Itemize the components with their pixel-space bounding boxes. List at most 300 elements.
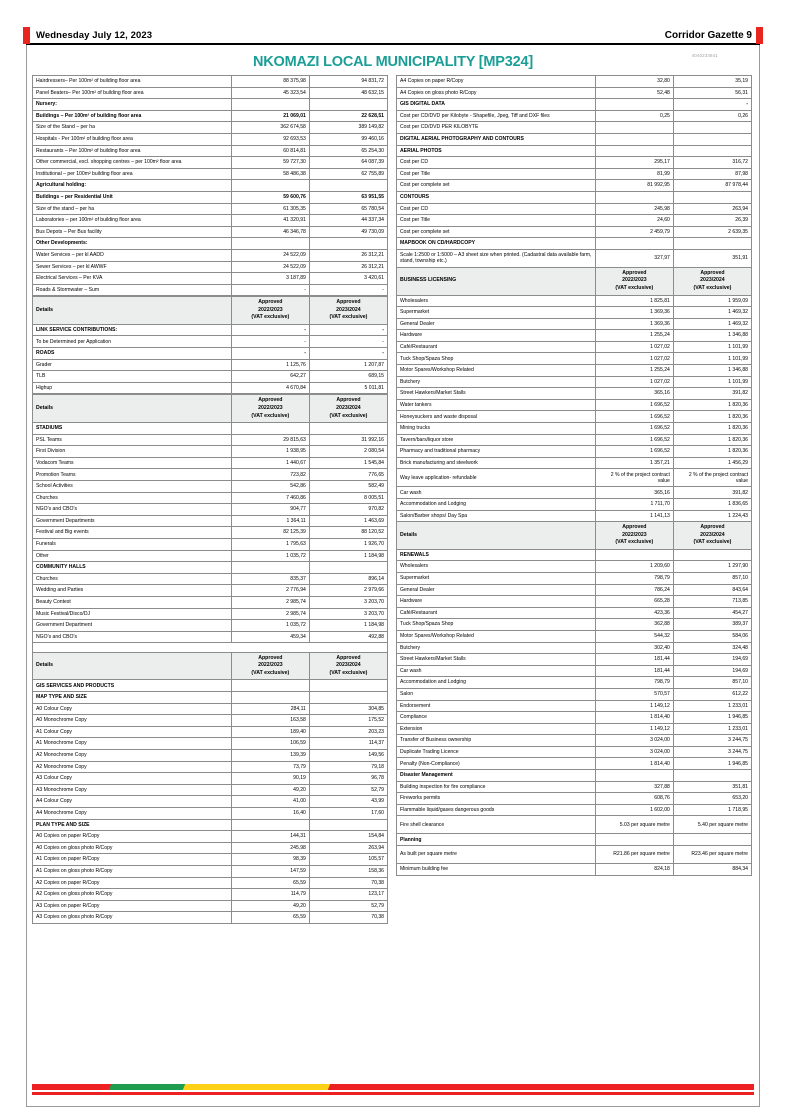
row-spacer [33,643,388,652]
row-value-2023: 56,31 [673,87,751,99]
row-value-2023: 49 730,09 [309,226,387,238]
row-value-2023: 194,69 [673,654,751,666]
row-description: Music Festival/Disco/DJ [33,608,232,620]
row-description: A1 Colour Copy [33,726,232,738]
row-value-2022: 1 027,02 [595,353,673,365]
table-row [397,712,752,724]
row-value-2022 [231,238,309,250]
row-value-2022: 723,82 [231,469,309,481]
table-row [33,145,388,157]
table-row [397,353,752,365]
row-description: Institutional – per 100m² building floor area [33,168,232,180]
row-value-2023: 154,84 [309,831,387,843]
table-header-row-business-licensing [397,267,752,295]
table-row [33,585,388,597]
header-line-2: 2022/2023 [258,662,283,669]
table-row [33,157,388,169]
row-description: Vodacom Teams [33,457,232,469]
row-value-2022: 147,59 [231,865,309,877]
header-approved-2023 [309,395,387,423]
header-line-3: (VAT exclusive) [615,539,654,546]
header-line-3: (VAT exclusive) [693,284,732,291]
table-row [397,499,752,511]
row-value-2022: 2 459,79 [595,226,673,238]
row-description: LINK SERVICE CONTRIBUTIONS: [33,324,232,336]
row-value-2023 [309,819,387,831]
table-row [397,388,752,400]
row-value-2023 [673,122,751,134]
row-description: Wholesalers [397,561,596,573]
row-value-2022: 41 320,91 [231,215,309,227]
row-description: Butchery [397,376,596,388]
table-row [33,348,388,360]
row-description: General Dealer [397,584,596,596]
header-line-2: 2023/2024 [700,531,725,538]
watermark-code: 4040234841 [691,53,718,58]
row-value-2023: 263,94 [309,842,387,854]
row-value-2022: 24,60 [595,215,673,227]
row-value-2023: 64 087,39 [309,157,387,169]
row-description: MAPBOOK ON CD/HARDCOPY [397,238,596,250]
gazette-page [26,28,760,1108]
header-line-3: (VAT exclusive) [251,412,290,419]
row-description: AERIAL PHOTOS [397,145,596,157]
row-value-2022: 1 209,60 [595,561,673,573]
row-value-2023: 389 149,82 [309,122,387,134]
table-row [33,738,388,750]
row-value-2022: 60 814,81 [231,145,309,157]
table-row [397,318,752,330]
row-value-2022: - [231,284,309,296]
row-value-2023: 8 005,51 [309,492,387,504]
page-frame [26,45,760,1107]
row-description: A3 Copies on gloss photo R/Copy [33,912,232,924]
header-business-licensing: BUSINESS LICENSING [397,267,596,295]
left-column [32,75,388,924]
table-row [33,504,388,516]
row-value-2022: 798,79 [595,677,673,689]
table-row [33,249,388,261]
header-approved-2022 [231,297,309,325]
row-value-2023 [309,423,387,435]
row-value-2023: 316,72 [673,157,751,169]
table-row [33,261,388,273]
row-value-2023: 1 946,85 [673,758,751,770]
row-value-2022: 16,40 [231,807,309,819]
row-description: A0 Copies on paper R/Copy [33,831,232,843]
row-description: A1 Copies on paper R/Copy [33,854,232,866]
row-description: Cost per Title [397,168,596,180]
table-row [397,816,752,834]
spacer-cell [33,643,388,652]
row-value-2022: 2 985,74 [231,608,309,620]
row-value-2023: 689,15 [309,371,387,383]
header-line-3: (VAT exclusive) [329,314,368,321]
row-value-2022: 82 125,39 [231,527,309,539]
row-value-2023: 2 080,54 [309,446,387,458]
header-approved-2023 [309,297,387,325]
table-row [33,110,388,122]
table-header-row [33,297,388,325]
row-value-2023: 52,79 [309,900,387,912]
row-value-2023: 1 820,36 [673,434,751,446]
row-description: Fire shell clearance [397,816,596,834]
row-value-2023: 70,38 [309,912,387,924]
row-description: TLB [33,371,232,383]
row-value-2023: 1 233,01 [673,700,751,712]
row-value-2022: 1 711,70 [595,499,673,511]
row-value-2023: 149,56 [309,749,387,761]
row-description: Accommodation and Lodging [397,677,596,689]
row-description: A2 Monochrome Copy [33,761,232,773]
masthead-right-marker [756,27,763,44]
row-value-2023: 584,06 [673,630,751,642]
row-value-2023: 26,39 [673,215,751,227]
table-row [33,749,388,761]
table-row [397,215,752,227]
row-value-2023: 1 346,88 [673,330,751,342]
row-value-2023: 1 184,98 [309,550,387,562]
row-value-2022: 459,34 [231,631,309,643]
row-description: STADIUMS [33,423,232,435]
row-description: Size of the stand – per ha [33,203,232,215]
row-description: Hardware [397,330,596,342]
masthead [26,28,760,45]
header-line-1: Approved [700,524,725,531]
row-value-2023: 857,10 [673,572,751,584]
header-line-3: (VAT exclusive) [251,669,290,676]
row-value-2023 [309,692,387,704]
page-title: NKOMAZI LOCAL MUNICIPALITY [MP324] [253,54,533,70]
row-description: Bus Depots – Per Bus facility [33,226,232,238]
row-value-2022: 81 992,95 [595,180,673,192]
table-row [397,665,752,677]
table-row [397,607,752,619]
table-row [397,191,752,203]
row-value-2023: 1 469,32 [673,318,751,330]
row-value-2022: 144,31 [231,831,309,843]
row-value-2022: 1 938,95 [231,446,309,458]
header-line-1: Approved [622,524,647,531]
row-value-2022: 1 125,76 [231,359,309,371]
left-block1-body [33,76,388,296]
row-value-2022: 327,97 [595,249,673,267]
footer-bar-red-thin [32,1092,754,1095]
table-row [33,715,388,727]
row-value-2022: 2 776,94 [231,585,309,597]
row-value-2022: 284,11 [231,703,309,715]
row-value-2022 [231,99,309,111]
table-row [33,562,388,574]
row-value-2023: 105,57 [309,854,387,866]
row-description: A0 Copies on gloss photo R/Copy [33,842,232,854]
table-row [397,469,752,487]
row-value-2023: 3 420,61 [309,273,387,285]
row-value-2022: 1 255,24 [595,330,673,342]
row-value-2022: 245,98 [231,842,309,854]
row-value-2023: 776,65 [309,469,387,481]
row-description: School Activities [33,481,232,493]
row-value-2023: 43,99 [309,796,387,808]
row-description: Other commercial, excl. shopping centres – per 100m² floor area [33,157,232,169]
header-approved-2023 [309,652,387,680]
row-description: A0 Colour Copy [33,703,232,715]
row-value-2023: 1 820,36 [673,446,751,458]
row-value-2022: 786,24 [595,584,673,596]
row-description: Fireworks permits [397,793,596,805]
row-description: ROADS [33,348,232,360]
table-row [397,804,752,816]
row-value-2023: 970,82 [309,504,387,516]
table-row [397,180,752,192]
row-description: Restaurants – Per 100m² of building floor area [33,145,232,157]
row-description: Cost per CD/DVD PER KILOBYTE [397,122,596,134]
row-value-2022 [231,562,309,574]
row-value-2023: 1 456,29 [673,457,751,469]
row-description: Butchery [397,642,596,654]
table-row [33,273,388,285]
row-description: Car wash [397,665,596,677]
table-row [397,168,752,180]
table-row [397,399,752,411]
table-row [33,854,388,866]
row-value-2022: 1 814,40 [595,758,673,770]
row-description: Tuck Shop/Spaza Shop [397,619,596,631]
header-line-2: 2022/2023 [258,306,283,313]
row-value-2023: 31 992,16 [309,434,387,446]
row-description: Supermarket [397,307,596,319]
row-value-2023: 1 463,69 [309,515,387,527]
row-value-2023: 44 337,34 [309,215,387,227]
table-row [33,180,388,192]
row-value-2022: 189,40 [231,726,309,738]
table-row [33,680,388,692]
row-description: Wedding and Parties [33,585,232,597]
table-row [33,865,388,877]
table-row [397,700,752,712]
table-row [33,284,388,296]
row-description: Tuck Shop/Spaza Shop [397,353,596,365]
row-value-2023: 114,37 [309,738,387,750]
table-row [33,573,388,585]
header-line-1: Approved [622,269,647,276]
row-value-2022: 295,17 [595,157,673,169]
row-value-2022: 362 674,58 [231,122,309,134]
row-value-2023 [673,191,751,203]
row-value-2022: 1 369,36 [595,307,673,319]
row-description: Government Department [33,620,232,632]
table-row [33,842,388,854]
table-row [397,87,752,99]
row-value-2023: 1 469,32 [673,307,751,319]
table-row [33,481,388,493]
right-block3-header [397,522,752,550]
table-row [397,238,752,250]
table-row [397,341,752,353]
row-value-2023: 1 820,36 [673,423,751,435]
table-row [397,630,752,642]
header-line-2: 2023/2024 [336,306,361,313]
table-row [397,446,752,458]
row-description: MAP TYPE AND SIZE [33,692,232,704]
row-value-2023: 884,34 [673,864,751,876]
row-description: Promotion Teams [33,469,232,481]
row-description: DIGITAL AERIAL PHOTOGRAPHY AND CONTOURS [397,133,596,145]
table-row [397,76,752,88]
row-value-2023: 1 346,88 [673,365,751,377]
table-row [397,411,752,423]
row-description: GIS SERVICES AND PRODUCTS [33,680,232,692]
header-approved-2023 [673,522,751,550]
row-value-2023: R23.46 per square metre [673,846,751,864]
row-value-2022: 824,18 [595,864,673,876]
header-line-3: (VAT exclusive) [615,284,654,291]
table-row [33,122,388,134]
row-value-2022: 1 357,21 [595,457,673,469]
row-value-2022: 98,39 [231,854,309,866]
row-description: Grader [33,359,232,371]
row-value-2023 [673,133,751,145]
row-value-2022: 362,88 [595,619,673,631]
row-value-2022: 1 440,67 [231,457,309,469]
header-approved-2022 [231,652,309,680]
row-value-2022: - [231,336,309,348]
row-value-2023 [309,180,387,192]
row-value-2022: 2 % of the project contract value [595,469,673,487]
row-value-2022: 423,36 [595,607,673,619]
table-row [33,538,388,550]
table-row [397,781,752,793]
row-value-2022: 181,44 [595,654,673,666]
table-row [397,510,752,522]
left-block3-body [33,423,388,643]
row-description: Scale 1:2500 or 1:5000 – A3 sheet size when printed. (Cadastral data available farm, stand, township etc.) [397,249,596,267]
row-description: Buildings – per Residential Unit [33,191,232,203]
row-value-2022 [595,834,673,846]
row-description: Cost per CD [397,203,596,215]
row-value-2023: 351,81 [673,781,751,793]
row-value-2022 [595,122,673,134]
table-row [33,620,388,632]
row-value-2023 [309,238,387,250]
row-description: Way leave application- refundable [397,469,596,487]
table-row [397,561,752,573]
row-value-2022: 544,32 [595,630,673,642]
table-row [397,735,752,747]
row-value-2022: 5.03 per square metre [595,816,673,834]
left-block4-header [33,652,388,680]
row-value-2022: 46 346,78 [231,226,309,238]
two-column-layout [32,75,754,924]
left-block3-header [33,395,388,423]
row-value-2022: 365,16 [595,388,673,400]
table-row [397,133,752,145]
masthead-left-marker [23,27,30,44]
tariff-table-left-2 [32,296,388,394]
header-approved-2022 [595,522,673,550]
row-value-2022: 2 985,74 [231,596,309,608]
row-value-2023: 896,14 [309,573,387,585]
tariff-table-right-1 [396,75,752,876]
table-row [33,608,388,620]
row-value-2023: 70,38 [309,877,387,889]
row-description: Endorsement [397,700,596,712]
row-value-2022: 365,16 [595,487,673,499]
row-value-2022: 59 600,76 [231,191,309,203]
row-value-2022: 542,86 [231,481,309,493]
row-value-2022: 327,88 [595,781,673,793]
row-description: Car wash [397,487,596,499]
row-description: Brick manufacturing and steelwork [397,457,596,469]
row-value-2022: 1 696,52 [595,434,673,446]
row-value-2023: 1 820,36 [673,411,751,423]
row-value-2023: 87 978,44 [673,180,751,192]
table-row [397,295,752,307]
footer-bar-yellow [183,1084,330,1090]
row-value-2022: 1 035,72 [231,620,309,632]
row-description: To be Determined per Application [33,336,232,348]
row-value-2022: 73,79 [231,761,309,773]
table-row [397,677,752,689]
row-description: Size of the Stand – per ha [33,122,232,134]
row-value-2023: 3 244,75 [673,746,751,758]
row-value-2023: 203,23 [309,726,387,738]
table-row [33,434,388,446]
table-row [397,758,752,770]
row-value-2022: 32,80 [595,76,673,88]
row-description: First Division [33,446,232,458]
table-row [397,226,752,238]
table-row [397,457,752,469]
row-value-2022: 90,19 [231,773,309,785]
row-value-2022: 835,37 [231,573,309,585]
row-value-2023: 94 831,72 [309,76,387,88]
row-value-2022: 45 323,54 [231,87,309,99]
table-row [397,423,752,435]
table-row [33,784,388,796]
row-value-2022: 49,20 [231,784,309,796]
row-value-2023: 1 297,90 [673,561,751,573]
row-description: Street Hawkers/Market Stalls [397,388,596,400]
row-value-2023: 1 946,85 [673,712,751,724]
table-row [33,457,388,469]
row-description: Sewer Services – per kl AWWF [33,261,232,273]
header-line-1: Approved [258,299,283,306]
row-description: Water Services – per kl AADD [33,249,232,261]
row-value-2022: 29 815,63 [231,434,309,446]
row-value-2022: 139,39 [231,749,309,761]
row-value-2022: 58 486,38 [231,168,309,180]
row-value-2022: 798,79 [595,572,673,584]
row-value-2023: 194,69 [673,665,751,677]
table-row [397,688,752,700]
row-value-2023: 5 011,81 [309,382,387,394]
row-description: Cost per CD/DVD per Kilobyte - Shapefile, Jpeg, Tiff and DXF files [397,110,596,122]
header-details: Details [33,297,232,325]
row-description: A1 Monochrome Copy [33,738,232,750]
row-value-2022: - [231,348,309,360]
table-row [33,819,388,831]
row-value-2023 [309,99,387,111]
table-row [397,654,752,666]
row-value-2022: 904,77 [231,504,309,516]
table-row [397,834,752,846]
row-description: Government Departments [33,515,232,527]
row-value-2023: 123,17 [309,889,387,901]
table-row [33,359,388,371]
row-value-2023 [673,549,751,561]
row-description: A1 Copies on gloss photo R/Copy [33,865,232,877]
